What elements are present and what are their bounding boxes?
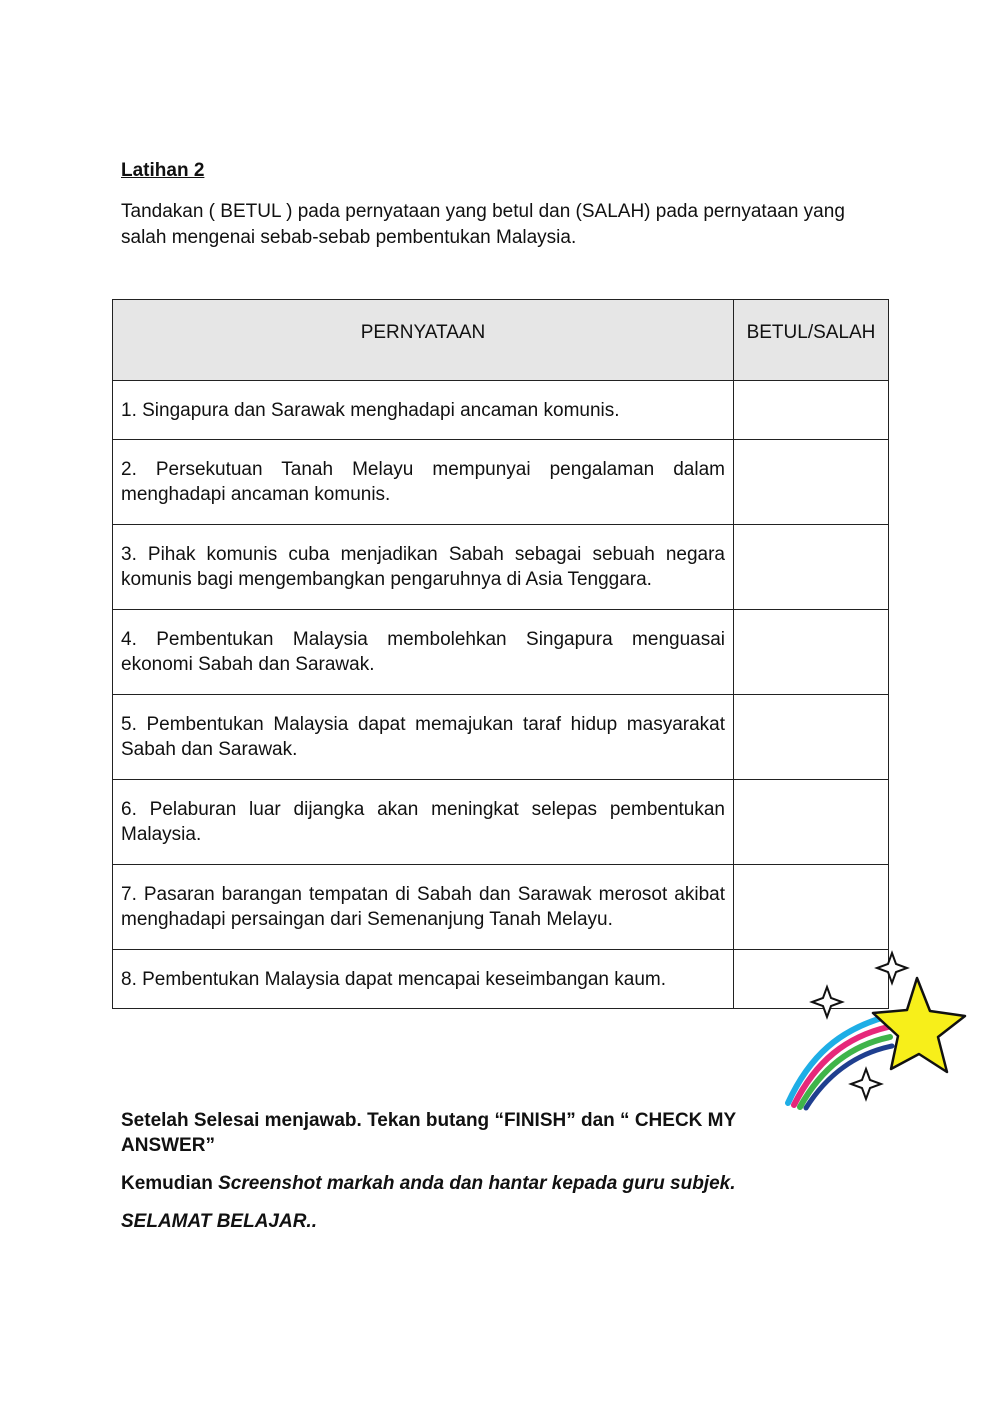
table-header-row (113, 300, 889, 381)
statements-table (112, 299, 889, 1009)
footer-instructions (121, 1108, 801, 1247)
table-row (113, 780, 889, 865)
sparkle-icon (851, 1069, 881, 1099)
footer-line-2-italic: Screenshot markah anda dan hantar kepada guru subjek. (218, 1173, 736, 1194)
statement-1: 1. Singapura dan Sarawak menghadapi ancaman komunis. (113, 381, 734, 440)
header-statement: PERNYATAAN (113, 300, 734, 381)
statement-7: 7. Pasaran barangan tempatan di Sabah dan Sarawak merosot akibat menghadapi persaingan dari Semenanjung Tanah Melayu. (113, 865, 734, 950)
shooting-star-icon (780, 945, 980, 1115)
footer-line-2 (121, 1171, 801, 1196)
header-answer: BETUL/SALAH (734, 300, 889, 381)
answer-cell-1[interactable] (734, 381, 889, 440)
table-row (113, 695, 889, 780)
statement-2: 2. Persekutuan Tanah Melayu mempunyai pengalaman dalam menghadapi ancaman komunis. (113, 440, 734, 525)
statement-6: 6. Pelaburan luar dijangka akan meningkat selepas pembentukan Malaysia. (113, 780, 734, 865)
table-row (113, 525, 889, 610)
answer-cell-5[interactable] (734, 695, 889, 780)
answer-cell-4[interactable] (734, 610, 889, 695)
table-row (113, 440, 889, 525)
answer-cell-2[interactable] (734, 440, 889, 525)
statement-3: 3. Pihak komunis cuba menjadikan Sabah sebagai sebuah negara komunis bagi mengembangkan pengaruhnya di Asia Tenggara. (113, 525, 734, 610)
footer-line-1: Setelah Selesai menjawab. Tekan butang “FINISH” dan “ CHECK MY ANSWER” (121, 1110, 736, 1156)
footer-line-3: SELAMAT BELAJAR.. (121, 1211, 317, 1232)
statement-5: 5. Pembentukan Malaysia dapat memajukan taraf hidup masyarakat Sabah dan Sarawak. (113, 695, 734, 780)
instructions: Tandakan ( BETUL ) pada pernyataan yang betul dan (SALAH) pada pernyataan yang salah mengenai sebab-sebab pembentukan Malaysia. (121, 201, 845, 248)
sparkle-icon (812, 987, 842, 1017)
table-row (113, 610, 889, 695)
answer-cell-6[interactable] (734, 780, 889, 865)
statement-4: 4. Pembentukan Malaysia membolehkan Singapura menguasai ekonomi Sabah dan Sarawak. (113, 610, 734, 695)
answer-cell-3[interactable] (734, 525, 889, 610)
table-row (113, 950, 889, 1009)
table-row (113, 865, 889, 950)
big-star-icon (873, 978, 965, 1072)
page-title: Latihan 2 (121, 160, 205, 181)
sparkle-icon (877, 953, 907, 983)
footer-line-2-prefix: Kemudian (121, 1173, 219, 1194)
table-row (113, 381, 889, 440)
answer-cell-7[interactable] (734, 865, 889, 950)
statement-8: 8. Pembentukan Malaysia dapat mencapai keseimbangan kaum. (113, 950, 734, 1009)
